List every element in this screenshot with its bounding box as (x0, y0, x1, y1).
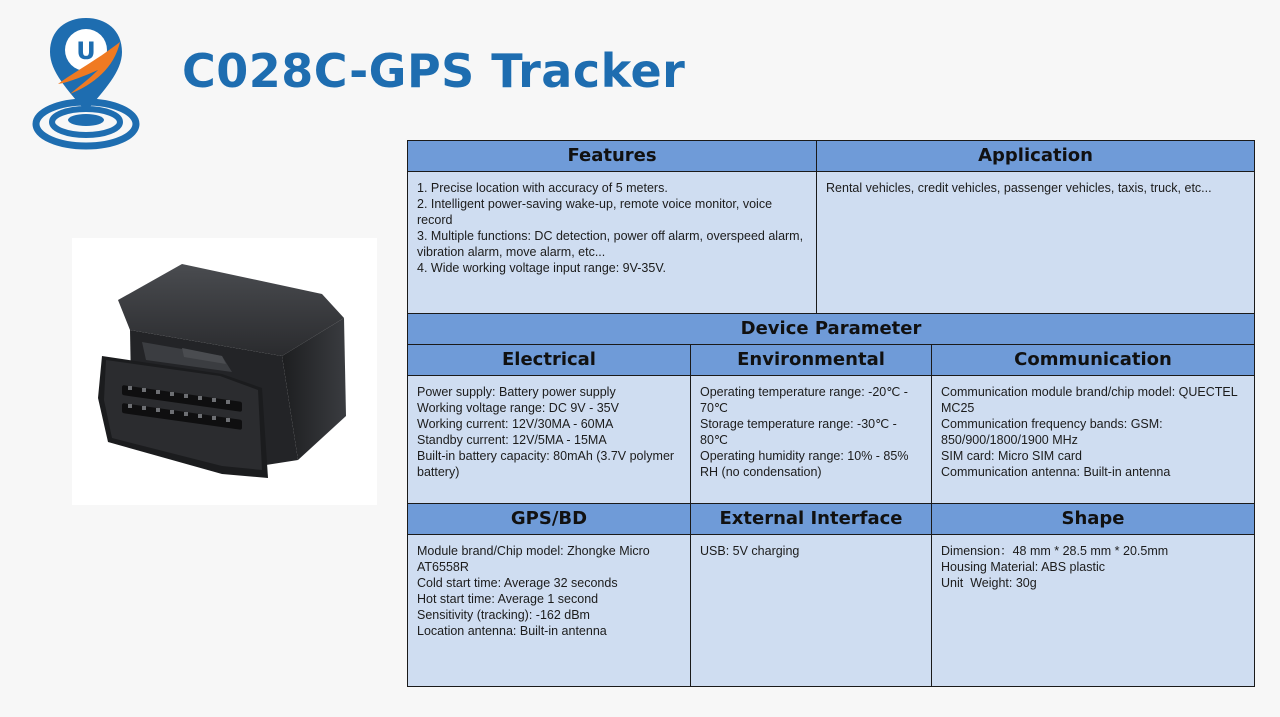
external-interface-text: USB: 5V charging (700, 544, 800, 558)
external-interface-header: External Interface (691, 504, 932, 535)
device-parameter-header: Device Parameter (408, 314, 1255, 345)
application-cell (817, 172, 1255, 314)
electrical-cell (408, 376, 691, 504)
gps-bd-text: Module brand/Chip model: Zhongke Micro AT6558R Cold start time: Average 32 seconds Hot start time: Average 1 second Sensitivity (tracking): -162 dBm Location antenna: Built-in antenna (417, 544, 650, 638)
gps-bd-cell (408, 535, 691, 687)
electrical-text: Power supply: Battery power supply Working voltage range: DC 9V - 35V Working current: 12V/30MA - 60MA Standby current: 12V/5MA - 15MA Built-in battery capacity: 80mAh (3.7V polymer battery) (417, 385, 675, 479)
environmental-text: Operating temperature range: -20℃ - 70℃ Storage temperature range: -30℃ - 80℃ Operating humidity range: 10% - 85% RH (no condensation) (700, 385, 909, 479)
communication-cell (932, 376, 1255, 504)
environmental-cell (691, 376, 932, 504)
logo-letter: U (76, 37, 96, 65)
communication-header: Communication (932, 345, 1255, 376)
shape-cell (932, 535, 1255, 687)
product-image (72, 238, 377, 505)
gps-bd-header: GPS/BD (408, 504, 691, 535)
shape-header: Shape (932, 504, 1255, 535)
environmental-header: Environmental (691, 345, 932, 376)
external-interface-cell (691, 535, 932, 687)
obd-device-image (72, 238, 377, 505)
electrical-header: Electrical (408, 345, 691, 376)
location-pin-logo-icon (28, 12, 140, 152)
application-text: Rental vehicles, credit vehicles, passenger vehicles, taxis, truck, etc... (826, 181, 1212, 195)
features-header: Features (408, 141, 817, 172)
application-header: Application (817, 141, 1255, 172)
page-title: C028C-GPS Tracker (182, 44, 686, 98)
spec-table (407, 140, 1254, 687)
logo (28, 12, 140, 152)
features-text: 1. Precise location with accuracy of 5 meters. 2. Intelligent power-saving wake-up, remote voice monitor, voice record 3. Multiple functions: DC detection, power off alarm, overspeed alarm, vibration alarm, move alarm, etc... 4. Wide working voltage input range: 9V-35V. (417, 181, 804, 275)
shape-text: Dimension：48 mm * 28.5 mm * 20.5mm Housing Material: ABS plastic Unit Weight: 30g (941, 544, 1169, 590)
communication-text: Communication module brand/chip model: QUECTEL MC25 Communication frequency bands: GSM: 850/900/1800/1900 MHz SIM card: Micro SIM card Communication antenna: Built-in antenna (941, 385, 1238, 479)
features-cell (408, 172, 817, 314)
